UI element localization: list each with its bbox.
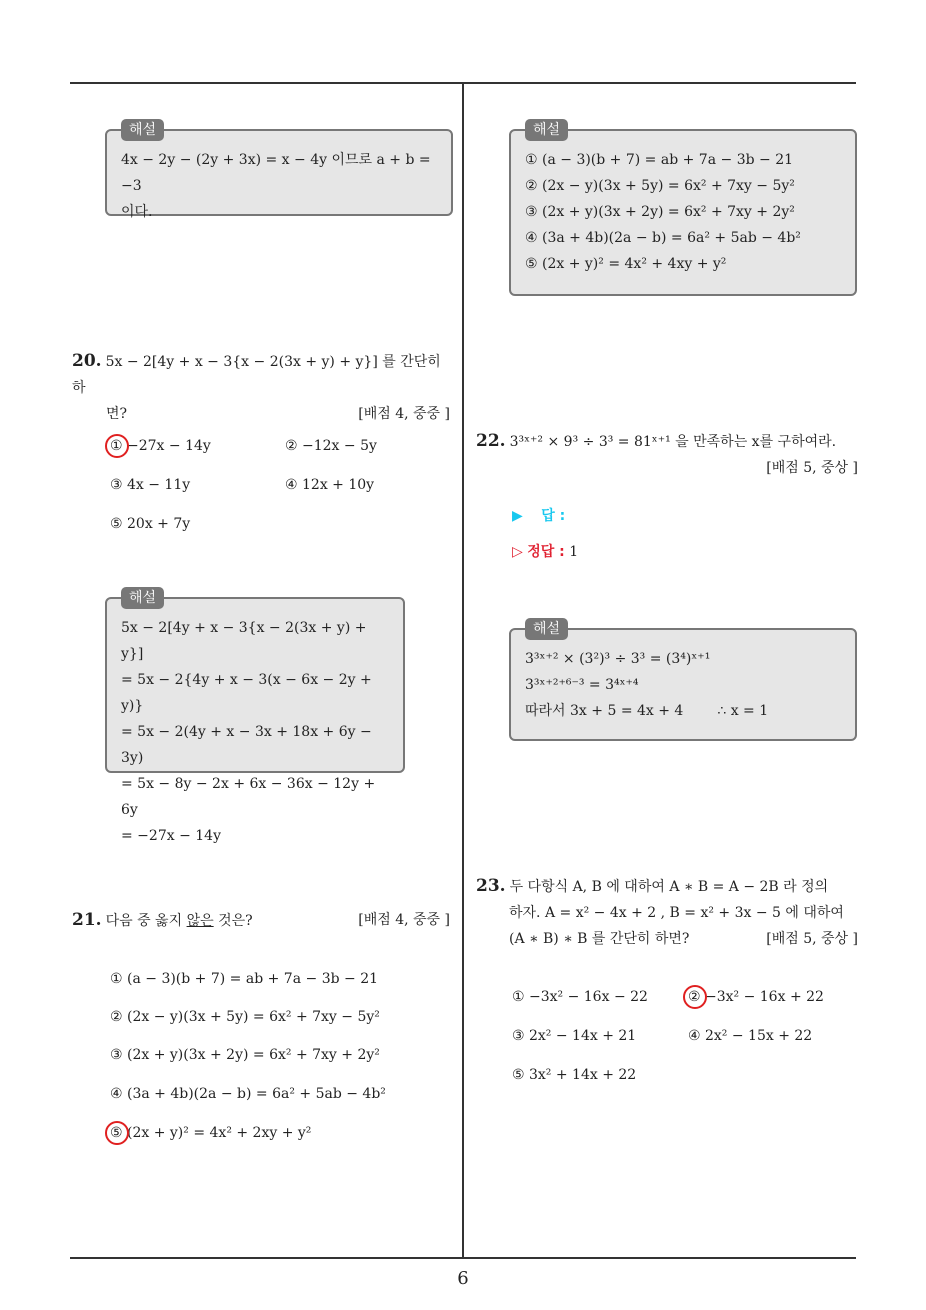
- solution-line: ∴ x = 1: [717, 703, 769, 719]
- option-5[interactable]: ⑤ 20x + 7y: [110, 516, 191, 532]
- bottom-rule: [70, 1257, 856, 1259]
- solution-line: = 5x − 8y − 2x + 6x − 36x − 12y + 6y: [121, 776, 376, 818]
- option-1[interactable]: ① −27x − 14y: [110, 438, 211, 454]
- question-text: 것은?: [213, 913, 253, 929]
- option-2[interactable]: ② −12x − 5y: [285, 438, 377, 454]
- question-text: (A ∗ B) ∗ B 를 간단히 하면?: [509, 931, 690, 947]
- q21-solution-box: [509, 122, 857, 296]
- q20-solution-box: [105, 590, 405, 844]
- marked-answer-circle: [105, 1121, 129, 1145]
- option-5[interactable]: ⑤ 3x² + 14x + 22: [512, 1067, 637, 1083]
- q22-solution-box: [509, 621, 857, 741]
- page-number: 6: [457, 1268, 469, 1289]
- solution-line: = 5x − 2{4y + x − 3(x − 6x − 2y + y)}: [121, 672, 372, 714]
- solution-line: = −27x − 14y: [121, 828, 221, 844]
- option-4[interactable]: ④ 12x + 10y: [285, 477, 375, 493]
- question-text: 두 다항식 A, B 에 대하여 A ∗ B = A − 2B 라 정의: [509, 879, 829, 895]
- solution-tag: 해설: [525, 618, 568, 640]
- solution-line: ② (2x − y)(3x + 5y) = 6x² + 7xy − 5y²: [525, 178, 795, 194]
- solution-tag: 해설: [121, 119, 164, 141]
- question-text-emphasis: 않은: [186, 913, 214, 929]
- question-text: 다음 중 옳지: [105, 913, 187, 929]
- question-text: 하자. A = x² − 4x + 2 , B = x² + 3x − 5 에 대하여: [509, 905, 844, 921]
- question-text: 5x − 2[4y + x − 3{x − 2(3x + y) + y}] 를 간단히 하: [72, 354, 441, 396]
- question-meta: [배점 5, 중상 ]: [766, 931, 858, 947]
- solution-line: 3³ˣ⁺²⁺⁶⁻³ = 3⁴ˣ⁺⁴: [525, 677, 639, 693]
- solution-line: ③ (2x + y)(3x + 2y) = 6x² + 7xy + 2y²: [525, 204, 795, 220]
- answer-label: 답 :: [541, 508, 566, 524]
- solution-line: 따라서 3x + 5 = 4x + 4: [525, 703, 684, 719]
- solution-line: ⑤ (2x + y)² = 4x² + 4xy + y²: [525, 256, 727, 272]
- option-4[interactable]: ④ (3a + 4b)(2a − b) = 6a² + 5ab − 4b²: [110, 1086, 386, 1102]
- marked-answer-circle: [105, 434, 129, 458]
- correct-value: 1: [569, 544, 579, 560]
- solution-line: = 5x − 2(4y + x − 3x + 18x + 6y − 3y): [121, 724, 372, 766]
- solution-line: 4x − 2y − (2y + 3x) = x − 4y 이므로 a + b = −3: [121, 152, 431, 194]
- marked-answer-circle: [683, 985, 707, 1009]
- question-number: 22.: [476, 431, 506, 451]
- option-2[interactable]: ② −3x² − 16x + 22: [688, 989, 824, 1005]
- question-number: 20.: [72, 351, 102, 371]
- question-number: 23.: [476, 876, 506, 896]
- option-5[interactable]: ⑤ (2x + y)² = 4x² + 2xy + y²: [110, 1125, 312, 1141]
- option-4[interactable]: ④ 2x² − 15x + 22: [688, 1028, 813, 1044]
- option-2[interactable]: ② (2x − y)(3x + 5y) = 6x² + 7xy − 5y²: [110, 1009, 380, 1025]
- correct-label: 정답 :: [527, 544, 565, 560]
- question-text: 3³ˣ⁺² × 9³ ÷ 3³ = 81ˣ⁺¹ 을 만족하는 x를 구하여라.: [509, 434, 837, 450]
- column-divider: [462, 84, 464, 1259]
- option-1[interactable]: ① −3x² − 16x − 22: [512, 989, 648, 1005]
- answer-field[interactable]: [512, 505, 565, 525]
- question-meta: [배점 5, 중상 ]: [766, 460, 858, 476]
- solution-line: 5x − 2[4y + x − 3{x − 2(3x + y) + y}]: [121, 620, 367, 662]
- option-3[interactable]: ③ 4x − 11y: [110, 477, 191, 493]
- question-21: [72, 907, 450, 934]
- question-23: [476, 873, 858, 952]
- solution-line: 3³ˣ⁺² × (3²)³ ÷ 3³ = (3⁴)ˣ⁺¹: [525, 651, 711, 667]
- question-meta: [배점 4, 중중 ]: [358, 406, 450, 422]
- solution-line: ④ (3a + 4b)(2a − b) = 6a² + 5ab − 4b²: [525, 230, 801, 246]
- q19-solution-box: [105, 122, 453, 220]
- solution-line: 이다.: [121, 204, 153, 220]
- solution-line: ① (a − 3)(b + 7) = ab + 7a − 3b − 21: [525, 152, 794, 168]
- answer-arrow-icon: ▶: [512, 508, 523, 524]
- correct-arrow-icon: ▷: [512, 544, 523, 560]
- question-number: 21.: [72, 910, 102, 930]
- solution-tag: 해설: [525, 119, 568, 141]
- question-22: [476, 428, 858, 481]
- option-3[interactable]: ③ 2x² − 14x + 21: [512, 1028, 637, 1044]
- question-text: 면?: [106, 406, 128, 422]
- correct-answer: [512, 541, 578, 561]
- option-3[interactable]: ③ (2x + y)(3x + 2y) = 6x² + 7xy + 2y²: [110, 1047, 380, 1063]
- question-meta: [배점 4, 중중 ]: [358, 912, 450, 928]
- question-20: [72, 348, 450, 427]
- option-1[interactable]: ① (a − 3)(b + 7) = ab + 7a − 3b − 21: [110, 971, 379, 987]
- solution-tag: 해설: [121, 587, 164, 609]
